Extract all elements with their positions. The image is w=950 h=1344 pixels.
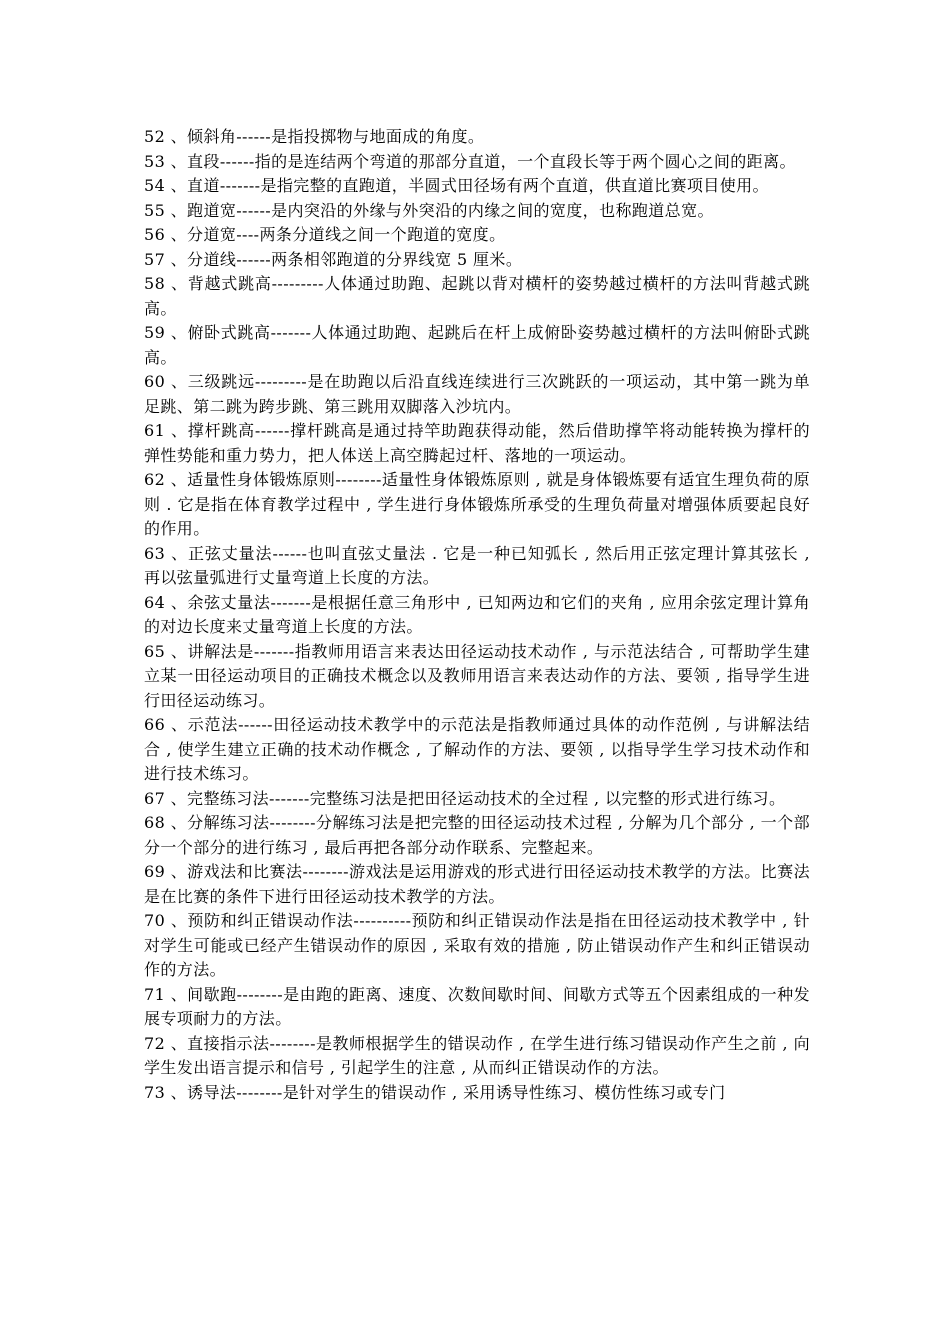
definition-entry: 63 、正弦丈量法------也叫直弦丈量法 . 它是一种已知弧长 , 然后用正弦定理计算其弦长 , 再以弦量弧进行丈量弯道上长度的方法。 <box>144 543 810 587</box>
definition-entry: 55 、跑道宽------是内突沿的外缘与外突沿的内缘之间的宽度，也称跑道总宽。 <box>144 200 714 220</box>
definition-entry: 58 、背越式跳高---------人体通过助跑、起跳以背对横杆的姿势越过横杆的方法叫背越式跳高。 <box>144 274 810 318</box>
definition-entry: 69 、游戏法和比赛法--------游戏法是运用游戏的形式进行田径运动技术教学的方法。比赛法是在比赛的条件下进行田径运动技术教学的方法。 <box>144 862 810 906</box>
definition-entry: 62 、适量性身体锻炼原则--------适量性身体锻炼原则 , 就是身体锻炼要有适宜生理负荷的原则 . 它是指在体育教学过程中 , 学生进行身体锻炼所承受的生理负荷量对增强体质要起良好的作用。 <box>144 470 810 538</box>
definition-entry: 60 、三级跳远---------是在助跑以后沿直线连续进行三次跳跃的一项运动，其中第一跳为单足跳、第二跳为跨步跳、第三跳用双脚落入沙坑内。 <box>144 372 810 416</box>
definition-entry: 65 、讲解法是-------指教师用语言来表达田径运动技术动作 , 与示范法结合 , 可帮助学生建立某一田径运动项目的正确技术概念以及教师用语言来表达动作的方法、要领 , 指导学生进行田径运动练习。 <box>144 641 810 710</box>
definition-entry: 71 、间歇跑--------是由跑的距离、速度、次数间歇时间、间歇方式等五个因素组成的一种发展专项耐力的方法。 <box>144 984 810 1028</box>
definition-entry: 59 、俯卧式跳高-------人体通过助跑、起跳后在杆上成俯卧姿势越过横杆的方法叫俯卧式跳高。 <box>144 323 810 367</box>
definition-entry: 57 、分道线------两条相邻跑道的分界线宽 5 厘米。 <box>144 249 523 269</box>
definition-entry: 67 、完整练习法-------完整练习法是把田径运动技术的全过程 , 以完整的形式进行练习。 <box>144 788 786 808</box>
definition-entry: 70 、预防和纠正错误动作法----------预防和纠正错误动作法是指在田径运动技术教学中 , 针对学生可能或已经产生错误动作的原因 , 采取有效的措施 , 防止错误动作产生和纠正错误动作的方法。 <box>144 911 810 979</box>
document-body <box>144 125 810 1105</box>
definition-entry: 73 、诱导法--------是针对学生的错误动作 , 采用诱导性练习、模仿性练习或专门 <box>144 1082 726 1102</box>
definition-entry: 56 、分道宽----两条分道线之间一个跑道的宽度。 <box>144 225 506 244</box>
definition-entry: 54 、直道-------是指完整的直跑道，半圆式田径场有两个直道，供直道比赛项目使用。 <box>144 176 769 195</box>
definition-entry: 64 、余弦丈量法-------是根据任意三角形中 , 已知两边和它们的夹角 , 应用余弦定理计算角的对边长度来丈量弯道上长度的方法。 <box>144 592 810 636</box>
definition-entry: 66 、示范法------田径运动技术教学中的示范法是指教师通过具体的动作范例 , 与讲解法结合 , 使学生建立正确的技术动作概念 , 了解动作的方法、要领 , 以指导学生学习技术动作和进行技术练习。 <box>144 715 810 783</box>
definition-entry: 68 、分解练习法--------分解练习法是把完整的田径运动技术过程 , 分解为几个部分 , 一个部分一个部分的进行练习 , 最后再把各部分动作联系、完整起来。 <box>144 813 810 857</box>
definition-entry: 72 、直接指示法--------是教师根据学生的错误动作 , 在学生进行练习错误动作产生之前 , 向学生发出语言提示和信号 , 引起学生的注意 , 从而纠正错误动作的方法。 <box>144 1033 810 1077</box>
definition-entry: 53 、直段------指的是连结两个弯道的那部分直道，一个直段长等于两个圆心之间的距离。 <box>144 151 796 171</box>
definition-entry: 61 、撑杆跳高------撑杆跳高是通过持竿助跑获得动能，然后借助撑竿将动能转换为撑杆的弹性势能和重力势力，把人体送上高空腾起过杆、落地的一项运动。 <box>144 421 810 465</box>
definition-entry: 52 、倾斜角------是指投掷物与地面成的角度。 <box>144 127 485 146</box>
